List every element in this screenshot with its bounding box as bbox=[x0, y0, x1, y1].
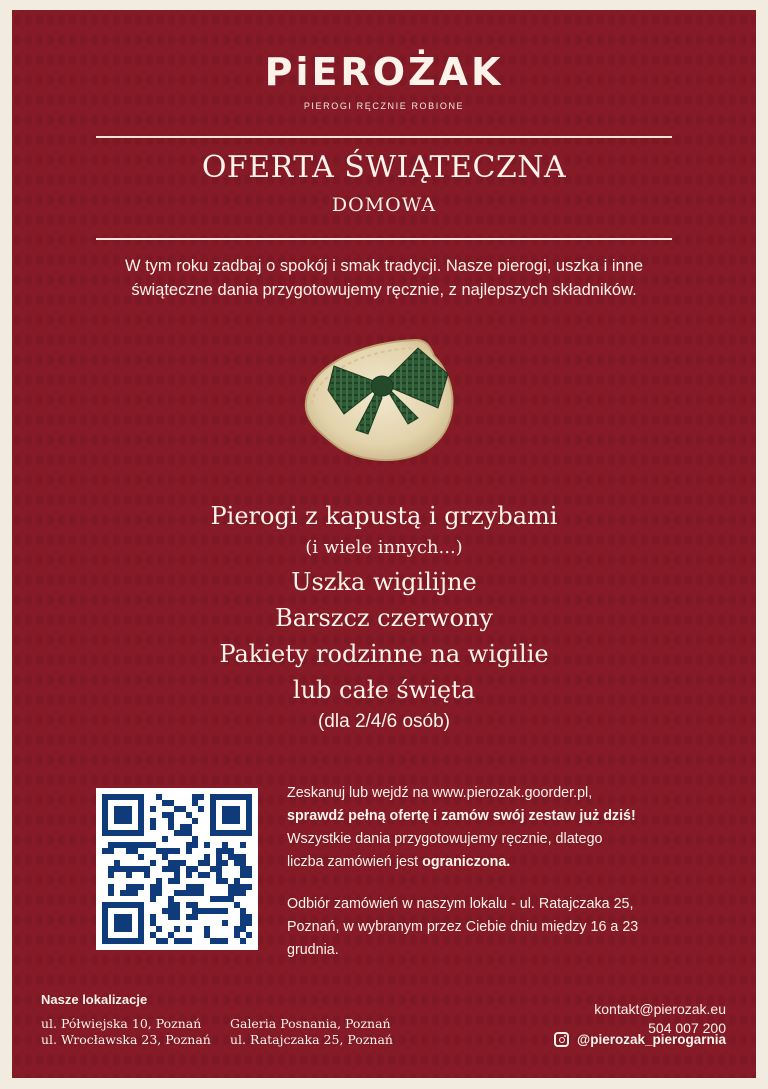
menu-list bbox=[12, 498, 756, 736]
brand-tagline: PIEROGI RĘCZNIE ROBIONE bbox=[303, 101, 465, 111]
limited-note: ograniczona. bbox=[422, 854, 511, 870]
offer-intro: W tym roku zadbaj o spokój i smak tradycji. Nasze pierogi, uszka i inne świąteczne dania przygotowujemy ręcznie, z najlepszych składników. bbox=[124, 257, 644, 299]
locations-column-2 bbox=[230, 1016, 393, 1048]
order-cta: sprawdź pełną ofertę i zamów swój zestaw już dziś! bbox=[287, 808, 636, 824]
menu-item: Pierogi z kapustą i grzybami bbox=[210, 502, 558, 530]
divider-top bbox=[96, 136, 672, 138]
qr-code-icon[interactable] bbox=[96, 788, 258, 950]
location-item: ul. Ratajczaka 25, Poznań bbox=[230, 1032, 393, 1047]
menu-item: Uszka wigilijne bbox=[291, 568, 477, 596]
location-item: Galeria Posnania, Poznań bbox=[230, 1016, 391, 1031]
contact-email[interactable]: kontakt@pierozak.eu bbox=[594, 1001, 726, 1017]
order-info-line: Wszystkie dania przygotowujemy ręcznie, dlatego bbox=[287, 831, 603, 847]
menu-note: (i wiele innych...) bbox=[305, 537, 463, 558]
offer-title: OFERTA ŚWIĄTECZNA bbox=[201, 150, 567, 185]
instagram-handle: @pierozak_pierogarnia bbox=[577, 1032, 726, 1047]
order-info-line: Zeskanuj lub wejdź na www.pierozak.goorder.pl, bbox=[287, 785, 593, 801]
contact-phone[interactable]: 504 007 200 bbox=[648, 1020, 726, 1036]
instagram-icon bbox=[554, 1032, 569, 1047]
location-item: ul. Półwiejska 10, Poznań bbox=[41, 1016, 202, 1031]
order-info bbox=[287, 782, 687, 962]
pickup-info: Odbiór zamówień w naszym lokalu - ul. Ratajczaka 25, Poznań, w wybranym przez Ciebie dniu między 16 a 23 grudnia. bbox=[287, 896, 639, 958]
menu-item: lub całe święta bbox=[292, 676, 476, 704]
order-info-line: liczba zamówień jest ograniczona. bbox=[287, 854, 511, 870]
location-item: ul. Wrocławska 23, Poznań bbox=[41, 1032, 211, 1047]
menu-item: Pakiety rodzinne na wigilie bbox=[219, 640, 549, 668]
divider-bottom bbox=[96, 238, 672, 240]
menu-item: Barszcz czerwony bbox=[275, 604, 493, 632]
offer-subtitle: DOMOWA bbox=[331, 194, 437, 216]
brand-logo: PiEROŻAK bbox=[264, 50, 504, 94]
order-info-line bbox=[287, 805, 687, 828]
poster bbox=[12, 10, 756, 1078]
locations-title: Nasze lokalizacje bbox=[41, 992, 148, 1007]
instagram-link[interactable] bbox=[554, 1032, 726, 1047]
locations-column-1 bbox=[41, 1016, 211, 1048]
menu-note: (dla 2/4/6 osób) bbox=[317, 711, 451, 732]
pierog-illustration bbox=[298, 328, 468, 478]
